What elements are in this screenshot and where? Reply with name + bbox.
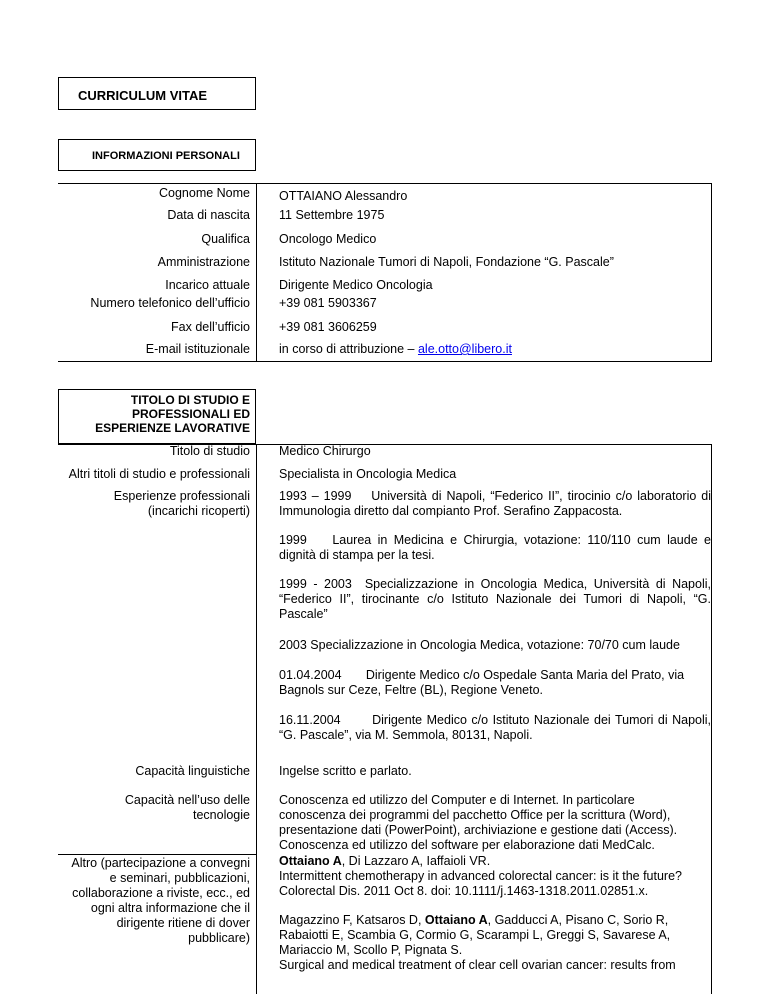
tecnologie-line: Conoscenza ed utilizzo del software per elaborazione dati MedCalc.: [279, 838, 655, 852]
label-altro-line: pubblicare): [188, 931, 250, 945]
esperienza-text: Dirigente Medico c/o Istituto Nazionale dei Tumori di Napoli, “G. Pascale”, via M. Semmola, 80131, Napoli.: [279, 713, 711, 742]
esperienza-4: [279, 638, 711, 653]
publication-authors-line: Mariaccio M, Scollo P, Pignata S.: [279, 943, 463, 957]
esperienza-text: Dirigente Medico c/o Ospedale Santa Maria del Prato, via Bagnols sur Ceze, Feltre (BL), Regione Veneto.: [279, 668, 685, 697]
label-altro: [58, 856, 250, 946]
document-title-text: CURRICULUM VITAE: [78, 88, 208, 103]
section-heading-line: PROFESSIONALI ED: [131, 407, 250, 421]
label-lingue: Capacità linguistiche: [135, 764, 250, 778]
value-email: [279, 342, 711, 357]
publication-1: [279, 854, 711, 899]
value-altri-titoli: Specialista in Oncologia Medica: [279, 467, 457, 481]
label-incarico: Incarico attuale: [165, 278, 250, 292]
label-cognome-nome: Cognome Nome: [158, 186, 250, 200]
value-qualifica: Oncologo Medico: [279, 232, 377, 246]
section-heading-line: ESPERIENZE LAVORATIVE: [95, 421, 250, 435]
label-altro-line: e seminari, pubblicazioni,: [109, 871, 250, 885]
label-esperienze-line: (incarichi ricoperti): [147, 504, 250, 518]
label-amministrazione: Amministrazione: [157, 255, 250, 269]
label-tecnologie-line: Capacità nell’uso delle: [124, 793, 250, 807]
tecnologie-line: Conoscenza ed utilizzo del Computer e di Internet. In particolare: [279, 793, 635, 807]
value-amministrazione: Istituto Nazionale Tumori di Napoli, Fondazione “G. Pascale”: [279, 255, 614, 269]
label-esperienze: [58, 489, 250, 519]
table-rule: [711, 183, 712, 361]
publication-authors-line: Rabaiotti E, Scambia G, Cormio G, Scarampi L, Greggi S, Savarese A,: [279, 928, 671, 942]
label-qualifica: Qualifica: [201, 232, 250, 246]
esperienza-6: [279, 713, 711, 743]
table-rule: [256, 444, 257, 994]
document-title: [58, 77, 256, 110]
publication-authors-pre: Magazzino F, Katsaros D,: [279, 913, 425, 927]
esperienza-text: Università di Napoli, “Federico II”, tirocinio c/o laboratorio di Immunologia diretto dal compianto Prof. Serafino Zappacosta.: [279, 489, 711, 518]
esperienza-date: 1993 – 1999: [279, 489, 352, 503]
tecnologie-line: conoscenza dei programmi del pacchetto Office per la scrittura (Word),: [279, 808, 671, 822]
publication-authors: [279, 854, 711, 869]
value-cognome-nome: OTTAIANO Alessandro: [279, 189, 408, 203]
label-altri-titoli: Altri titoli di studio e professionali: [68, 467, 250, 481]
value-tecnologie: [279, 793, 711, 853]
label-fax: Fax dell’ufficio: [171, 320, 250, 334]
publication-authors-post: , Gadducci A, Pisano C, Sorio R,: [487, 913, 669, 927]
label-altro-line: ogni altra informazione che il: [90, 901, 250, 915]
esperienza-date: 1999: [279, 533, 307, 547]
label-data-nascita: Data di nascita: [167, 208, 250, 222]
value-lingue: Ingelse scritto e parlato.: [279, 764, 412, 778]
table-rule: [58, 183, 256, 184]
publication-bold-author: Ottaiano A: [279, 854, 342, 868]
table-rule: [58, 361, 712, 362]
section-heading-personal-text: INFORMAZIONI PERSONALI: [92, 150, 240, 162]
publication-authors-rest: , Di Lazzaro A, Iaffaioli VR.: [341, 854, 491, 868]
esperienza-1: [279, 489, 711, 519]
publication-title: Intermittent chemotherapy in advanced colorectal cancer: is it the future?: [279, 869, 682, 883]
label-titolo-studio: Titolo di studio: [169, 444, 250, 458]
value-incarico: Dirigente Medico Oncologia: [279, 278, 433, 292]
value-telefono: +39 081 5903367: [279, 296, 377, 310]
esperienza-text: Specializzazione in Oncologia Medica, votazione: 70/70 cum laude: [310, 638, 680, 652]
value-data-nascita: 11 Settembre 1975: [279, 208, 385, 222]
email-link[interactable]: ale.otto@libero.it: [417, 342, 512, 356]
table-rule: [711, 444, 712, 994]
esperienza-3: [279, 577, 711, 622]
label-altro-line: collaborazione a riviste, ecc., ed: [72, 886, 250, 900]
esperienza-date: 1999 - 2003: [279, 577, 352, 591]
table-rule: [256, 183, 257, 361]
section-heading-education: [58, 389, 256, 444]
table-rule: [58, 854, 256, 855]
label-tecnologie-line: tecnologie: [193, 808, 250, 822]
publication-authors: [279, 913, 711, 928]
esperienza-text: Laurea in Medicina e Chirurgia, votazione: 110/110 cum laude e dignità di stampa per la tesi.: [279, 533, 711, 562]
value-fax: +39 081 3606259: [279, 320, 377, 334]
esperienza-date: 16.11.2004: [279, 713, 341, 727]
esperienza-date: 2003: [279, 638, 307, 652]
section-heading-line: TITOLO DI STUDIO E: [130, 393, 250, 407]
esperienza-5: [279, 668, 711, 698]
publication-ref: Colorectal Dis. 2011 Oct 8. doi: 10.1111/j.1463-1318.2011.02851.x.: [279, 884, 649, 898]
publication-2: [279, 913, 711, 973]
label-tecnologie: [58, 793, 250, 823]
publication-bold-author: Ottaiano A: [424, 913, 488, 927]
value-titolo-studio: Medico Chirurgo: [279, 444, 371, 458]
label-email: E-mail istituzionale: [145, 342, 250, 356]
tecnologie-line: presentazione dati (PowerPoint), archiviazione e gestione dati (Access).: [279, 823, 678, 837]
section-heading-personal: [58, 139, 256, 171]
label-altro-line: dirigente ritiene di dover: [116, 916, 250, 930]
esperienza-2: [279, 533, 711, 563]
esperienza-text: Specializzazione in Oncologia Medica, Università di Napoli, “Federico II”, tirocinante c/o Istituto Nazionale dei Tumori di Napoli, “G. Pascale”: [279, 577, 711, 621]
label-telefono: Numero telefonico dell’ufficio: [90, 296, 250, 310]
label-altro-line: Altro (partecipazione a convegni: [71, 856, 250, 870]
email-prefix: in corso di attribuzione –: [279, 342, 418, 356]
table-rule: [256, 183, 712, 184]
publication-title: Surgical and medical treatment of clear cell ovarian cancer: results from: [279, 958, 676, 972]
esperienza-date: 01.04.2004: [279, 668, 342, 682]
label-esperienze-line: Esperienze professionali: [113, 489, 250, 503]
